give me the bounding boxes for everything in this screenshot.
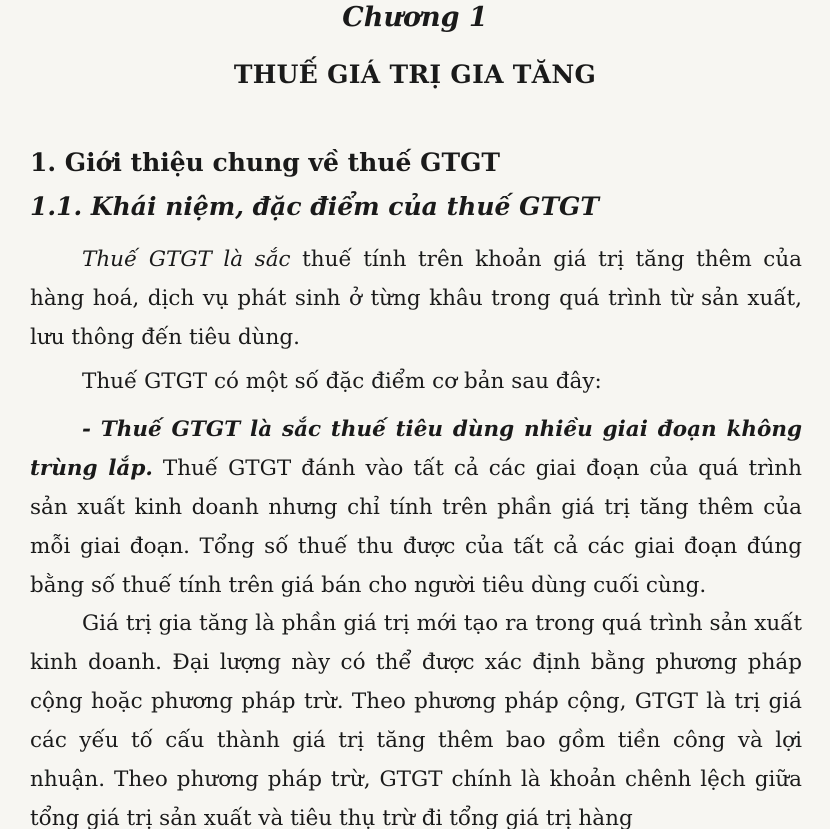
paragraph-value-added-text: Giá trị gia tăng là phần giá trị mới tạo ra trong quá trình sản xuất kinh doanh. Đại lượng này có thể được xác định bằng phương pháp cộng hoặc phương pháp trừ. Theo phương pháp cộng, GTGT là trị giá các yếu tố cấu thành giá trị tăng thêm bao gồm tiền công và lợi nhuận. Theo phương pháp trừ, GTGT chính là khoản chênh lệch giữa tổng giá trị sản xuất và tiêu thụ trừ đi tổng giá trị hàng (30, 611, 802, 829)
paragraph-definition (30, 240, 802, 357)
subsection-heading: 1.1. Khái niệm, đặc điểm của thuế GTGT (30, 192, 600, 221)
paragraph-feature-1 (30, 410, 802, 605)
paragraph-features-intro-text: Thuế GTGT có một số đặc điểm cơ bản sau đây: (82, 369, 602, 394)
paragraph-value-added (30, 604, 802, 829)
paragraph-definition-lead: Thuế GTGT là sắc (82, 247, 291, 272)
paragraph-feature-1-body: Thuế GTGT đánh vào tất cả các giai đoạn của quá trình sản xuất kinh doanh nhưng chỉ tính trên phần giá trị tăng thêm của mỗi giai đoạn. Tổng số thuế thu được của tất cả các giai đoạn đúng bằng số thuế tính trên giá bán cho người tiêu dùng cuối cùng. (30, 456, 802, 598)
paragraph-features-intro (30, 362, 802, 401)
chapter-label: Chương 1 (342, 2, 488, 33)
paragraph-definition-body: thuế tính trên khoản giá trị tăng thêm của hàng hoá, dịch vụ phát sinh ở từng khâu trong quá trình từ sản xuất, lưu thông đến tiêu dùng. (30, 247, 803, 350)
chapter-title: THUẾ GIÁ TRỊ GIA TĂNG (233, 60, 597, 89)
section-heading: 1. Giới thiệu chung về thuế GTGT (30, 148, 501, 177)
paragraph-feature-1-lead: - Thuế GTGT là sắc thuế tiêu dùng nhiều giai đoạn không trùng lắp. (30, 417, 802, 481)
